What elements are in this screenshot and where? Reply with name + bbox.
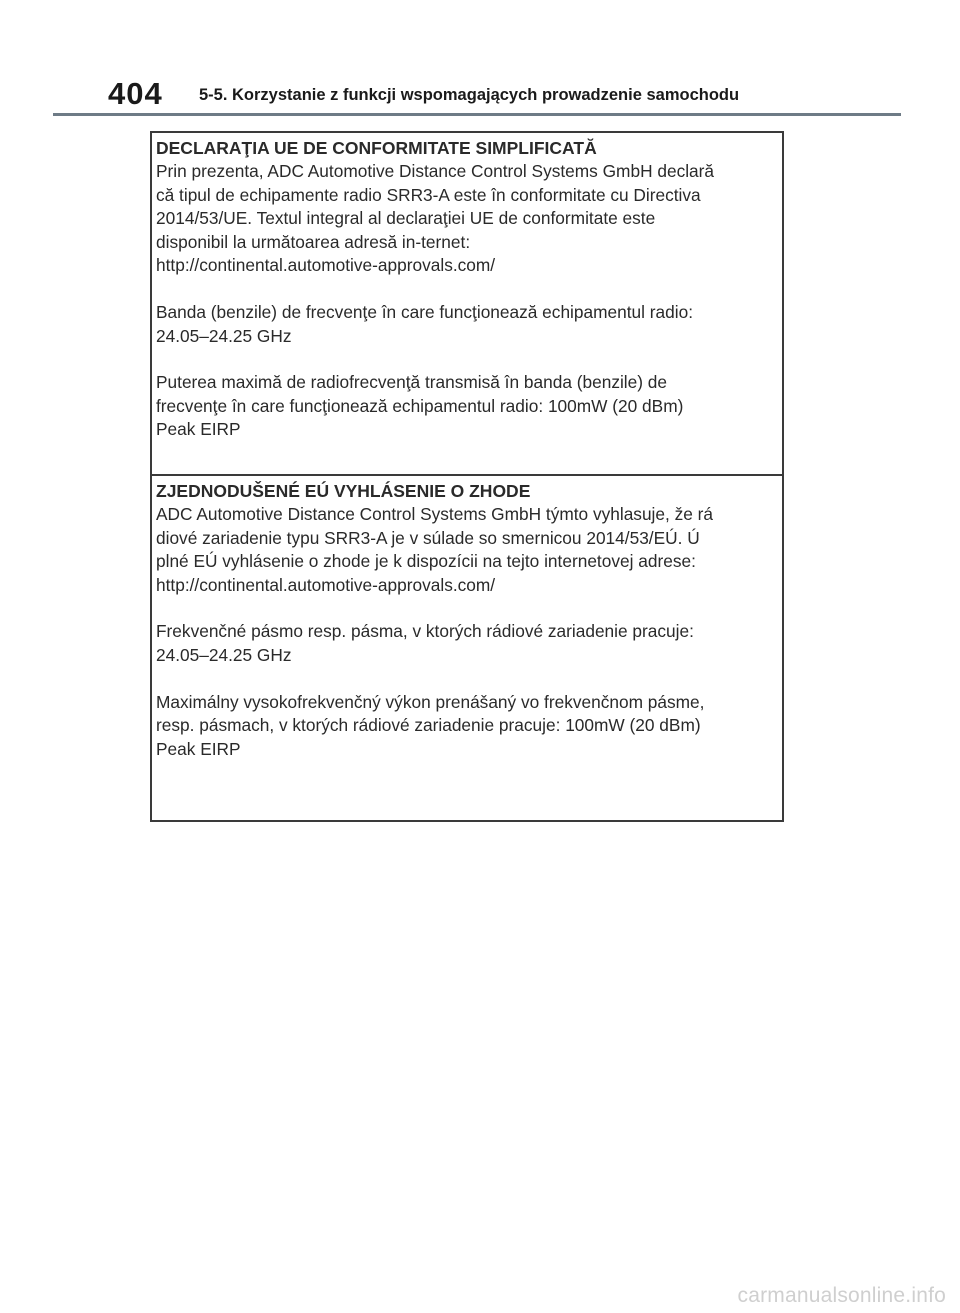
- text-line: plné EÚ vyhlásenie o zhode je k dispozícii na tejto internetovej adrese:: [156, 551, 696, 572]
- declaration-title: ZJEDNODUŠENÉ EÚ VYHLÁSENIE O ZHODE: [156, 481, 531, 501]
- section-title: 5-5. Korzystanie z funkcji wspomagających prowadzenie samochodu: [199, 86, 740, 104]
- declaration-box-slovak: [152, 476, 782, 820]
- text-line: Puterea maximă de radiofrecvenţă transmisă în banda (benzile) de: [156, 372, 668, 393]
- text-line: resp. pásmach, v ktorých rádiové zariadenie pracuje: 100mW (20 dBm): [156, 715, 701, 736]
- declaration-box-romanian: [152, 133, 782, 476]
- url-text: http://continental.automotive-approvals.com/: [156, 574, 496, 595]
- declaration-paragraph: [156, 371, 782, 442]
- page-header: [0, 0, 960, 118]
- declaration-paragraph: [156, 620, 782, 667]
- header-divider: [53, 113, 901, 116]
- text-line: Maximálny vysokofrekvenčný výkon prenášaný vo frekvenčnom pásme,: [156, 691, 705, 712]
- declaration-paragraph: [156, 160, 782, 278]
- text-line: că tipul de echipamente radio SRR3-A este în conformitate cu Directiva: [156, 184, 701, 205]
- text-line: Peak EIRP: [156, 738, 241, 759]
- text-line: Frekvenčné pásmo resp. pásma, v ktorých rádiové zariadenie pracuje:: [156, 621, 694, 642]
- text-line: diové zariadenie typu SRR3-A je v súlade so smernicou 2014/53/EÚ. Ú: [156, 527, 700, 548]
- declaration-paragraph: [156, 691, 782, 762]
- declaration-paragraph: [156, 503, 782, 597]
- text-line: Peak EIRP: [156, 419, 241, 440]
- text-line: ADC Automotive Distance Control Systems GmbH týmto vyhlasuje, že rá: [156, 504, 714, 524]
- page-number: 404: [108, 76, 163, 111]
- frequency-value: 24.05–24.25 GHz: [156, 325, 292, 346]
- text-line: Prin prezenta, ADC Automotive Distance Control Systems GmbH declară: [156, 161, 715, 181]
- text-line: Banda (benzile) de frecvenţe în care funcţionează echipamentul radio:: [156, 301, 694, 322]
- url-text: http://continental.automotive-approvals.com/: [156, 255, 496, 276]
- site-watermark: carmanualsonline.info: [737, 1284, 946, 1307]
- declaration-title: DECLARAŢIA UE DE CONFORMITATE SIMPLIFICATĂ: [156, 138, 597, 158]
- declarations-frame: [150, 131, 784, 822]
- text-line: frecvenţe în care funcţionează echipamentul radio: 100mW (20 dBm): [156, 395, 684, 416]
- declaration-paragraph: [156, 301, 782, 348]
- text-line: disponibil la următoarea adresă in-ternet:: [156, 231, 471, 252]
- frequency-value: 24.05–24.25 GHz: [156, 644, 292, 665]
- text-line: 2014/53/UE. Textul integral al declaraţiei UE de conformitate este: [156, 208, 656, 229]
